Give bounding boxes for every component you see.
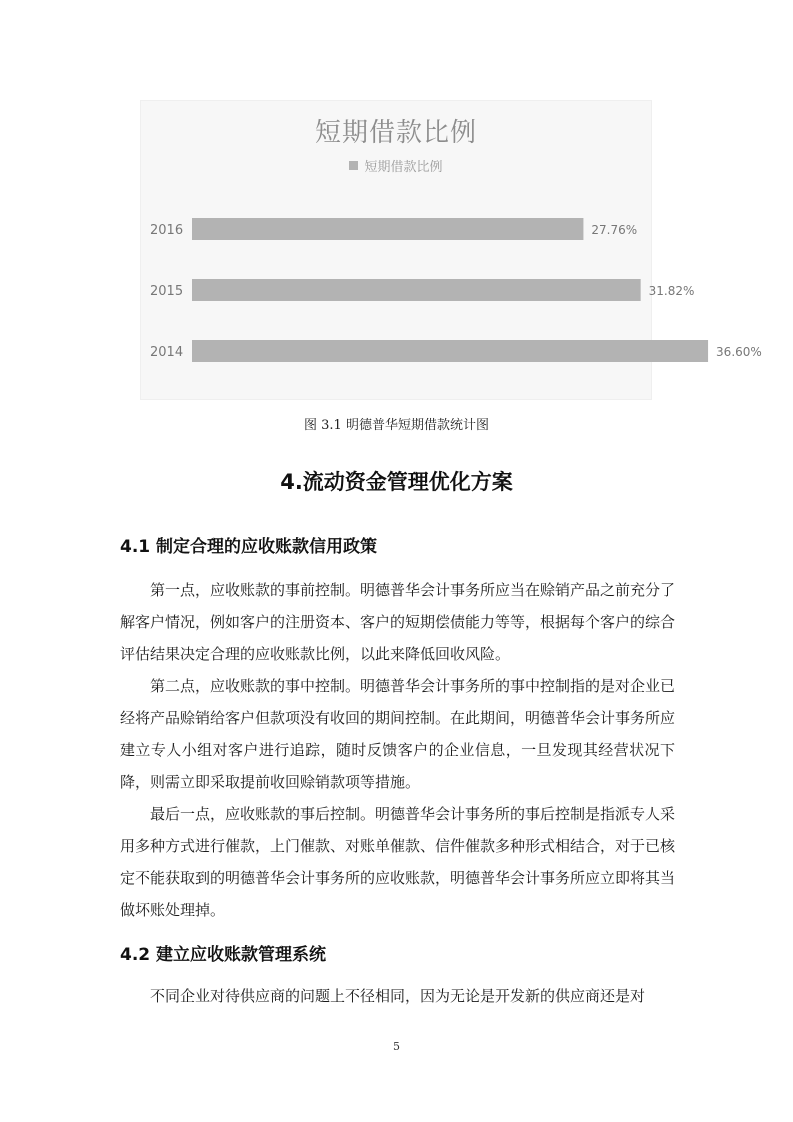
subsection-title-4-2: 4.2 建立应收账款管理系统 xyxy=(120,945,327,965)
data-label-2014: 36.60% xyxy=(716,345,762,359)
paragraph-3: 最后一点，应收账款的事后控制。明德普华会计事务所的事后控制是指派专人采用多种方式进行催款，上门催款、对账单催款、信件催款多种形式相结合，对于已核定不能获取到的明德普华会计事务所的应收账款，明德普华会计事务所应立即将其当做坏账处理掉。 xyxy=(120,805,676,919)
category-label-2014: 2014 xyxy=(150,345,184,360)
data-label-2016: 27.76% xyxy=(591,223,638,237)
category-label-2015: 2015 xyxy=(150,284,184,299)
paragraph-2: 第二点，应收账款的事中控制。明德普华会计事务所的事中控制指的是对企业已经将产品赊销给客户但款项没有收回的期间控制。在此期间，明德普华会计事务所应建立专人小组对客户进行追踪，随时反馈客户的企业信息，一旦发现其经营状况下降，则需立即采取提前收回赊销款项等措施。 xyxy=(120,677,676,791)
legend-swatch xyxy=(349,161,358,170)
paragraph-1: 第一点，应收账款的事前控制。明德普华会计事务所应当在赊销产品之前充分了解客户情况，例如客户的注册资本、客户的短期偿债能力等等，根据每个客户的综合评估结果决定合理的应收账款比例，以此来降低回收风险。 xyxy=(120,581,676,663)
bar-2015 xyxy=(192,279,641,301)
paragraph-4: 不同企业对待供应商的问题上不径相同，因为无论是开发新的供应商还是对 xyxy=(150,987,646,1005)
page-number: 5 xyxy=(393,1040,400,1053)
subsection-title-4-1: 4.1 制定合理的应收账款信用政策 xyxy=(120,537,378,557)
bar-2014 xyxy=(192,340,708,362)
chart-title: 短期借款比例 xyxy=(314,118,477,148)
legend-label: 短期借款比例 xyxy=(364,160,443,175)
bar-2016 xyxy=(192,218,583,240)
section-title: 4.流动资金管理优化方案 xyxy=(280,470,513,494)
figure-caption: 图 3.1 明德普华短期借款统计图 xyxy=(304,418,489,433)
category-label-2016: 2016 xyxy=(150,223,184,238)
data-label-2015: 31.82% xyxy=(648,284,695,298)
chart-legend xyxy=(140,156,652,175)
short-term-loan-chart xyxy=(140,100,762,400)
